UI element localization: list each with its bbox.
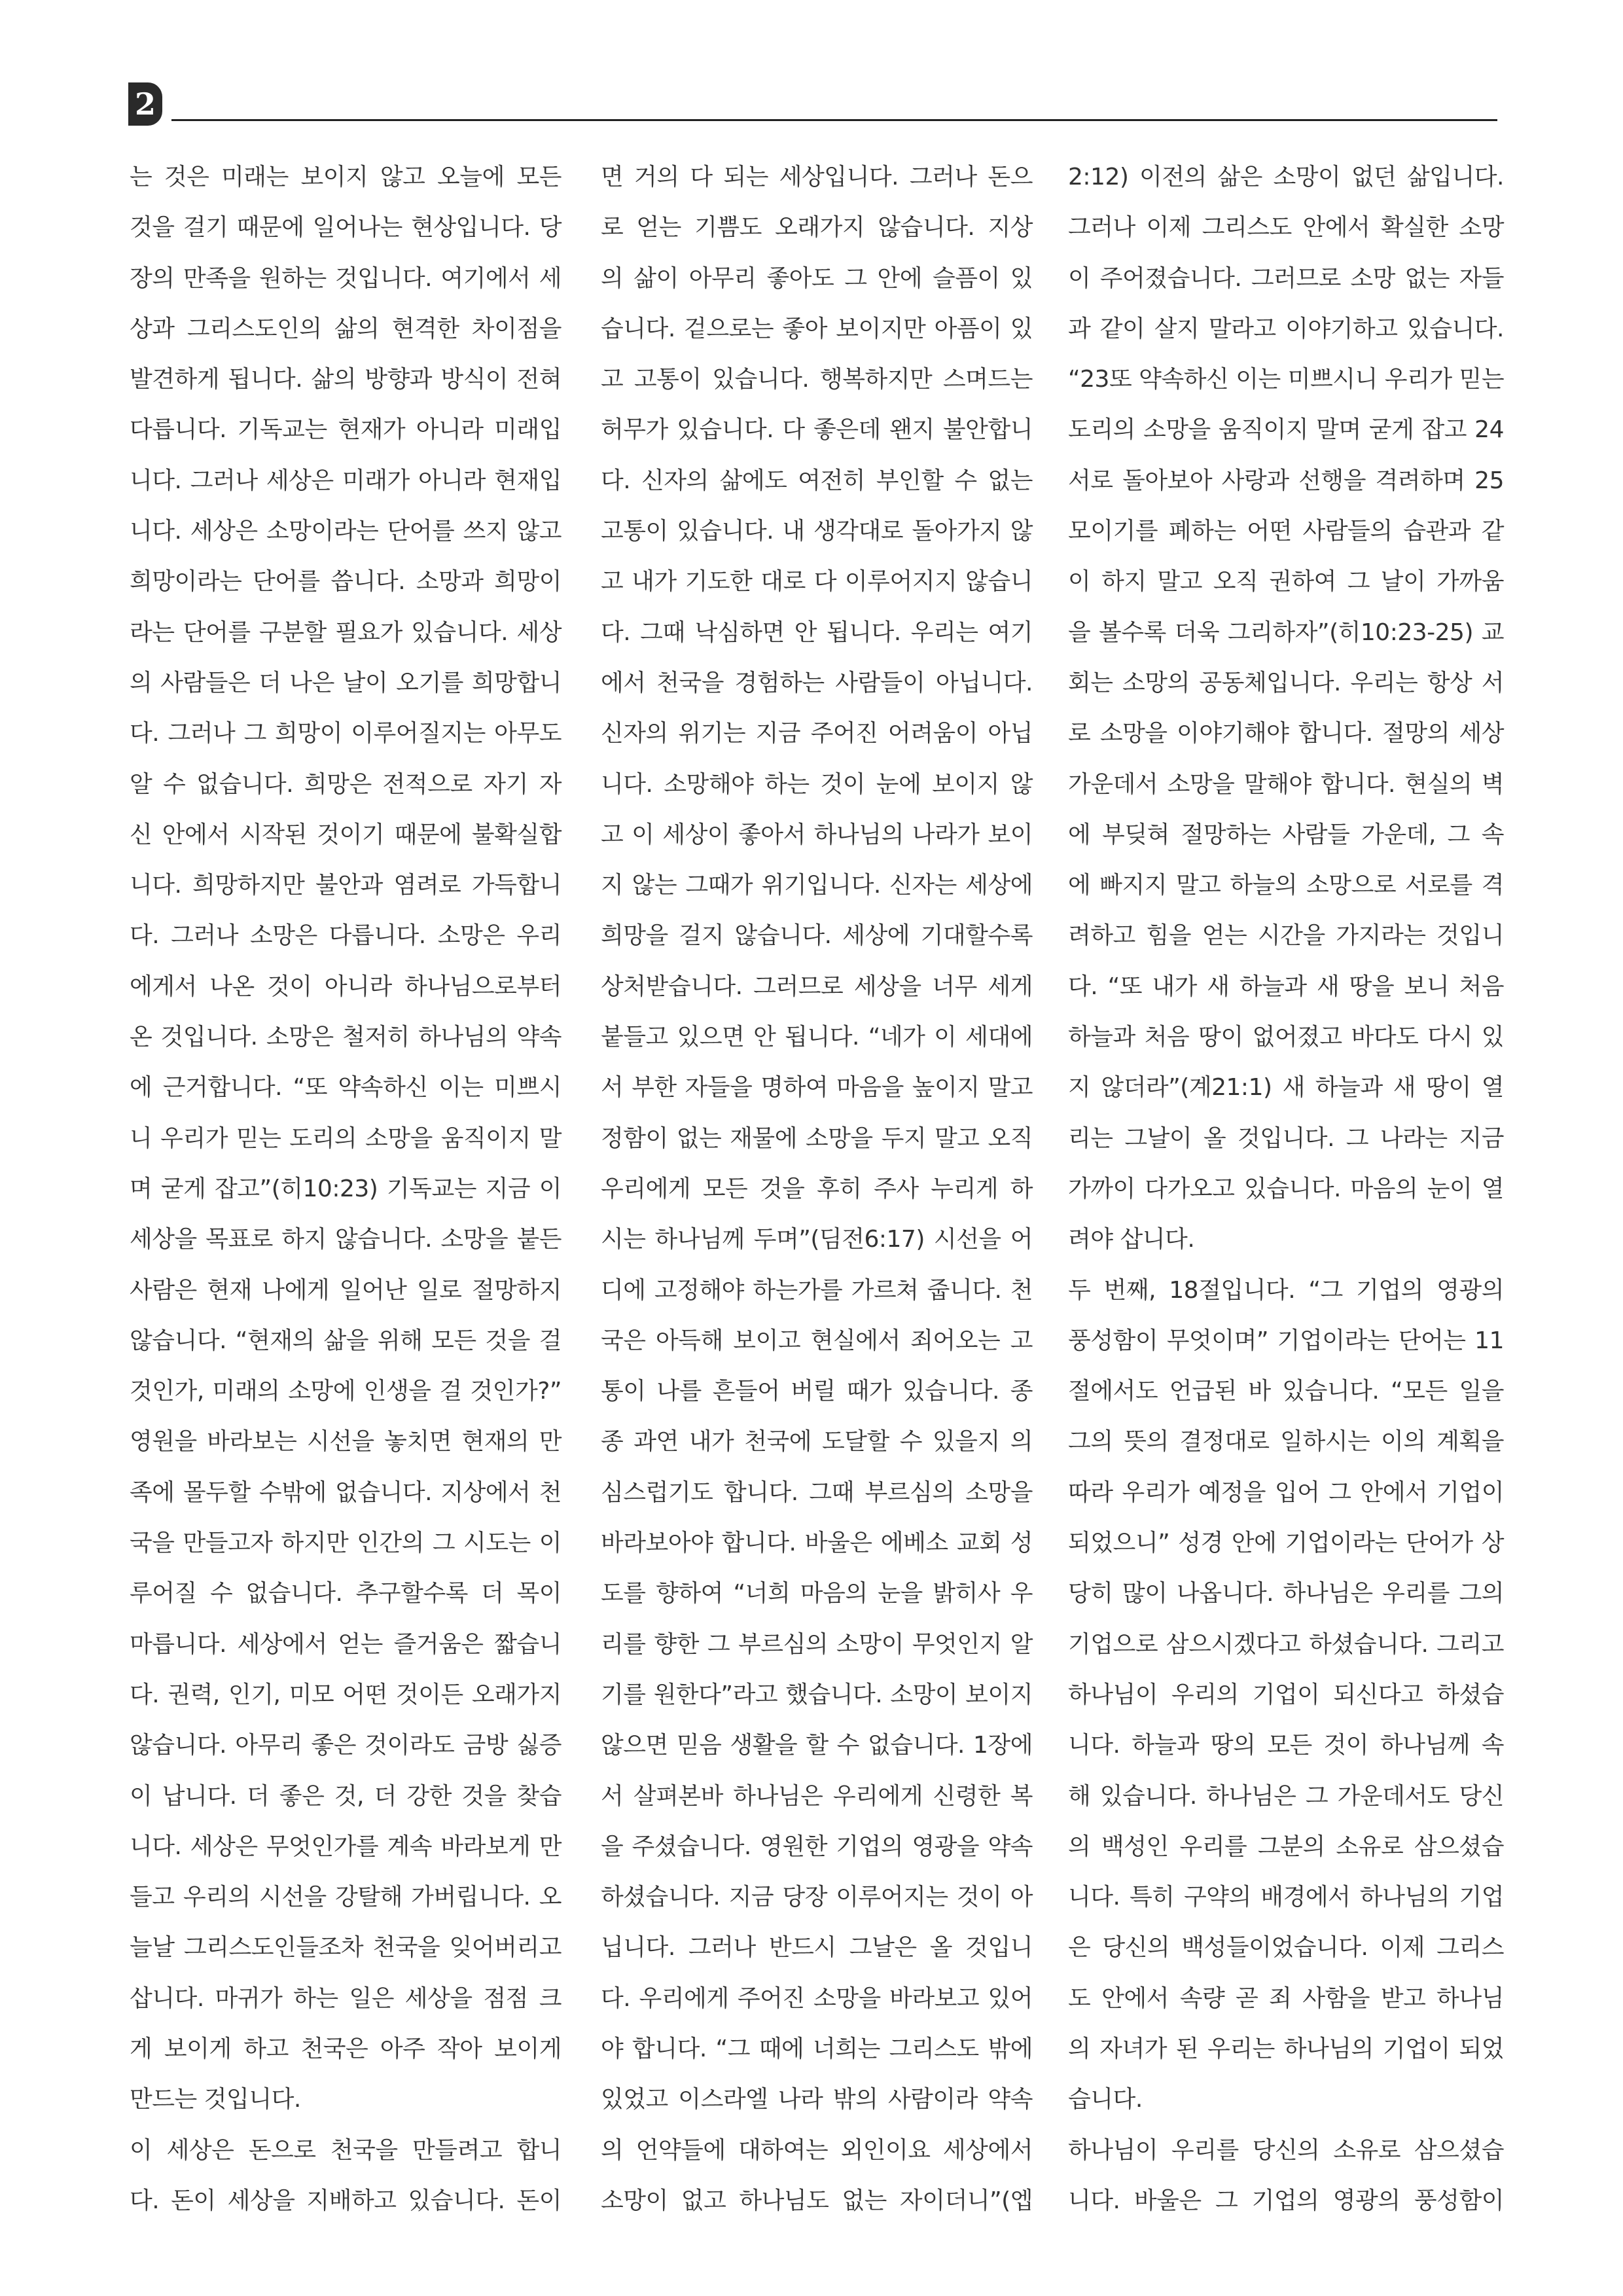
text-line: 지 않는 그때가 위기입니다. 신자는 세상에 (601, 872, 1033, 899)
text-line: 모이기를 폐하는 어떤 사람들의 습관과 같 (1068, 518, 1504, 545)
text-line: 에서 천국을 경험하는 사람들이 아닙니다. (601, 669, 1033, 696)
text-line: 다릅니다. 기독교는 현재가 아니라 미래입 (130, 416, 562, 444)
text-line: 라는 단어를 구분할 필요가 있습니다. 세상 (130, 619, 562, 646)
text-line: 의 언약들에 대하여는 외인이요 세상에서 (601, 2136, 1033, 2164)
text-line: 허무가 있습니다. 다 좋은데 왠지 불안합니 (601, 416, 1033, 444)
text-column-1 (130, 152, 562, 2214)
text-line: 은 당신의 백성들이었습니다. 이제 그리스 (1068, 1934, 1504, 1962)
text-line: 늘날 그리스도인들조차 천국을 잊어버리고 (130, 1934, 562, 1962)
text-line: 않으면 믿음 생활을 할 수 없습니다. 1장에 (601, 1732, 1033, 1759)
text-line: 족에 몰두할 수밖에 없습니다. 지상에서 천 (130, 1479, 562, 1506)
text-line: 세상을 목표로 하지 않습니다. 소망을 붙든 (130, 1226, 562, 1253)
text-line: 가까이 다가오고 있습니다. 마음의 눈이 열 (1068, 1175, 1504, 1202)
text-line: 하나님이 우리의 기업이 되신다고 하셨습 (1068, 1681, 1504, 1708)
text-line: 려하고 힘을 얻는 시간을 가지라는 것입니 (1068, 922, 1504, 950)
text-line: 붙들고 있으면 안 됩니다. “네가 이 세대에 (601, 1024, 1033, 1051)
text-line: 리를 향한 그 부르심의 소망이 무엇인지 알 (601, 1630, 1033, 1658)
text-line: 의 백성인 우리를 그분의 소유로 삼으셨습 (1068, 1833, 1504, 1860)
text-line: 다. 그러나 소망은 다릅니다. 소망은 우리 (130, 922, 562, 950)
text-line: 에게서 나온 것이 아니라 하나님으로부터 (130, 973, 562, 1000)
text-line: 소망이 없고 하나님도 없는 자이더니”(엡 (601, 2187, 1033, 2214)
text-line: 하나님이 우리를 당신의 소유로 삼으셨습 (1068, 2136, 1504, 2164)
text-line: 의 삶이 아무리 좋아도 그 안에 슬픔이 있 (601, 264, 1033, 292)
text-line: 만드는 것입니다. (130, 2086, 301, 2113)
text-line: 하늘과 처음 땅이 없어졌고 바다도 다시 있 (1068, 1024, 1504, 1051)
text-line: 니다. 세상은 소망이라는 단어를 쓰지 않고 (130, 518, 562, 545)
text-line: 해 있습니다. 하나님은 그 가운데서도 당신 (1068, 1782, 1504, 1810)
text-line: 니다. 세상은 무엇인가를 계속 바라보게 만 (130, 1833, 562, 1860)
text-line: 니다. 그러나 세상은 미래가 아니라 현재입 (130, 467, 562, 494)
text-line: 니다. 특히 구약의 배경에서 하나님의 기업 (1068, 1884, 1504, 1911)
text-line: 시는 하나님께 두며”(딤전6:17) 시선을 어 (601, 1226, 1033, 1253)
text-line: 다. 그러나 그 희망이 이루어질지는 아무도 (130, 720, 562, 747)
text-line: 다. 우리에게 주어진 소망을 바라보고 있어 (601, 1984, 1033, 2012)
text-line: 의 사람들은 더 나은 날이 오기를 희망합니 (130, 669, 562, 696)
text-line: 않습니다. 아무리 좋은 것이라도 금방 싫증 (130, 1732, 562, 1759)
text-line: 발견하게 됩니다. 삶의 방향과 방식이 전혀 (130, 366, 562, 393)
text-line: 삽니다. 마귀가 하는 일은 세상을 점점 크 (130, 1984, 562, 2012)
text-line: 의 자녀가 된 우리는 하나님의 기업이 되었 (1068, 2035, 1504, 2062)
text-line: 들고 우리의 시선을 강탈해 가버립니다. 오 (130, 1884, 562, 1911)
text-line: 지 않더라”(계21:1) 새 하늘과 새 땅이 열 (1068, 1074, 1504, 1102)
text-line: 사람은 현재 나에게 일어난 일로 절망하지 (130, 1276, 562, 1304)
text-line: 알 수 없습니다. 희망은 전적으로 자기 자 (130, 770, 562, 798)
text-line: 을 주셨습니다. 영원한 기업의 영광을 약속 (601, 1833, 1033, 1860)
text-line: 로 얻는 기쁨도 오래가지 않습니다. 지상 (601, 214, 1033, 242)
text-line: 되었으니” 성경 안에 기업이라는 단어가 상 (1068, 1530, 1504, 1557)
text-line: 에 부딪혀 절망하는 사람들 가운데, 그 속 (1068, 821, 1504, 848)
text-line: 영원을 바라보는 시선을 놓치면 현재의 만 (130, 1428, 562, 1456)
text-line: 국은 아득해 보이고 현실에서 죄어오는 고 (601, 1327, 1033, 1354)
text-line: 루어질 수 없습니다. 추구할수록 더 목이 (130, 1580, 562, 1607)
text-line: 회는 소망의 공동체입니다. 우리는 항상 서 (1068, 669, 1504, 696)
text-line: 니다. 하늘과 땅의 모든 것이 하나님께 속 (1068, 1732, 1504, 1759)
text-line: 신 안에서 시작된 것이기 때문에 불확실합 (130, 821, 562, 848)
text-column-2 (601, 152, 1033, 2214)
text-line: 면 거의 다 되는 세상입니다. 그러나 돈으 (601, 164, 1033, 190)
text-line: 야 합니다. “그 때에 너희는 그리스도 밖에 (601, 2035, 1033, 2062)
text-line: 습니다. 겉으로는 좋아 보이지만 아픔이 있 (601, 315, 1033, 342)
text-line: 서 살펴본바 하나님은 우리에게 신령한 복 (601, 1782, 1033, 1810)
text-line: 디에 고정해야 하는가를 가르쳐 줍니다. 천 (601, 1276, 1033, 1304)
text-line: 희망이라는 단어를 씁니다. 소망과 희망이 (130, 568, 562, 596)
text-line: 고 내가 기도한 대로 다 이루어지지 않습니 (601, 568, 1033, 596)
header-rule (171, 119, 1497, 121)
text-line: 니 우리가 믿는 도리의 소망을 움직이지 말 (130, 1124, 562, 1152)
text-line: 풍성함이 무엇이며” 기업이라는 단어는 11 (1068, 1327, 1504, 1354)
text-line: 것을 걸기 때문에 일어나는 현상입니다. 당 (130, 214, 562, 242)
text-line: 상처받습니다. 그러므로 세상을 너무 세게 (601, 973, 1033, 1000)
text-line: 서 부한 자들을 명하여 마음을 높이지 말고 (601, 1074, 1033, 1102)
text-line: 2:12) 이전의 삶은 소망이 없던 삶입니다. (1068, 164, 1504, 190)
text-line: 니다. 소망해야 하는 것이 눈에 보이지 않 (601, 770, 1033, 798)
text-line: 다. 신자의 삶에도 여전히 부인할 수 없는 (601, 467, 1033, 494)
text-line: 장의 만족을 원하는 것입니다. 여기에서 세 (130, 264, 562, 292)
text-line: 가운데서 소망을 말해야 합니다. 현실의 벽 (1068, 770, 1504, 798)
text-line: 당히 많이 나옵니다. 하나님은 우리를 그의 (1068, 1580, 1504, 1607)
text-line: 을 볼수록 더욱 그리하자”(히10:23-25) 교 (1068, 619, 1504, 646)
text-line: 희망을 걸지 않습니다. 세상에 기대할수록 (601, 922, 1033, 950)
text-line: 리는 그날이 올 것입니다. 그 나라는 지금 (1068, 1124, 1504, 1152)
text-line: 과 같이 살지 말라고 이야기하고 있습니다. (1068, 315, 1504, 342)
text-line: 그러나 이제 그리스도 안에서 확실한 소망 (1068, 214, 1504, 242)
text-line: 기업으로 삼으시겠다고 하셨습니다. 그리고 (1068, 1630, 1504, 1658)
text-line: 온 것입니다. 소망은 철저히 하나님의 약속 (130, 1024, 562, 1051)
text-line: 이 하지 말고 오직 권하여 그 날이 가까움 (1068, 568, 1504, 596)
text-line: 려야 삽니다. (1068, 1226, 1195, 1253)
text-line: 그의 뜻의 결정대로 일하시는 이의 계획을 (1068, 1428, 1504, 1456)
text-line: 다. 그때 낙심하면 안 됩니다. 우리는 여기 (601, 619, 1033, 646)
text-line: 에 빠지지 말고 하늘의 소망으로 서로를 격 (1068, 872, 1504, 899)
text-line: 종 과연 내가 천국에 도달할 수 있을지 의 (601, 1428, 1033, 1456)
text-line: 하셨습니다. 지금 당장 이루어지는 것이 아 (601, 1884, 1033, 1911)
text-line: 로 소망을 이야기해야 합니다. 절망의 세상 (1068, 720, 1504, 747)
text-line: 우리에게 모든 것을 후히 주사 누리게 하 (601, 1175, 1033, 1202)
text-line: 도리의 소망을 움직이지 말며 굳게 잡고 24 (1068, 416, 1504, 444)
text-line: 있었고 이스라엘 나라 밖의 사람이라 약속 (601, 2086, 1033, 2113)
page-number: 2 (128, 82, 162, 126)
text-line: “23또 약속하신 이는 미쁘시니 우리가 믿는 (1068, 366, 1505, 393)
text-line: 도 안에서 속량 곧 죄 사함을 받고 하나님 (1068, 1984, 1504, 2012)
text-line: 마릅니다. 세상에서 얻는 즐거움은 짧습니 (130, 1630, 562, 1658)
text-line: 다. “또 내가 새 하늘과 새 땅을 보니 처음 (1068, 973, 1504, 1000)
text-line: 따라 우리가 예정을 입어 그 안에서 기업이 (1068, 1479, 1504, 1506)
text-line: 정함이 없는 재물에 소망을 두지 말고 오직 (601, 1124, 1033, 1152)
text-line: 는 것은 미래는 보이지 않고 오늘에 모든 (130, 164, 562, 190)
text-line: 국을 만들고자 하지만 인간의 그 시도는 이 (130, 1530, 562, 1557)
text-line: 습니다. (1068, 2086, 1143, 2113)
text-line: 신자의 위기는 지금 주어진 어려움이 아닙 (601, 720, 1033, 747)
text-line: 니다. 희망하지만 불안과 염려로 가득합니 (130, 872, 562, 899)
text-line: 이 세상은 돈으로 천국을 만들려고 합니 (130, 2136, 562, 2164)
text-line: 상과 그리스도인의 삶의 현격한 차이점을 (130, 315, 562, 342)
text-line: 것인가, 미래의 소망에 인생을 걸 것인가?” (130, 1378, 562, 1405)
text-line: 고 고통이 있습니다. 행복하지만 스며드는 (601, 366, 1033, 393)
text-line: 고통이 있습니다. 내 생각대로 돌아가지 않 (601, 518, 1033, 545)
text-line: 절에서도 언급된 바 있습니다. “모든 일을 (1068, 1378, 1504, 1405)
text-line: 고 이 세상이 좋아서 하나님의 나라가 보이 (601, 821, 1033, 848)
text-line: 이 납니다. 더 좋은 것, 더 강한 것을 찾습 (130, 1782, 562, 1810)
text-line: 바라보아야 합니다. 바울은 에베소 교회 성 (601, 1530, 1033, 1557)
text-line: 심스럽기도 합니다. 그때 부르심의 소망을 (601, 1479, 1033, 1506)
text-column-3 (1068, 152, 1505, 2214)
text-line: 에 근거합니다. “또 약속하신 이는 미쁘시 (130, 1074, 562, 1102)
text-line: 다. 돈이 세상을 지배하고 있습니다. 돈이 (130, 2187, 562, 2214)
text-line: 며 굳게 잡고”(히10:23) 기독교는 지금 이 (130, 1175, 562, 1202)
text-line: 기를 원한다”라고 했습니다. 소망이 보이지 (601, 1681, 1033, 1708)
text-line: 두 번째, 18절입니다. “그 기업의 영광의 (1068, 1276, 1504, 1304)
text-line: 니다. 바울은 그 기업의 영광의 풍성함이 (1068, 2187, 1504, 2214)
text-line: 다. 권력, 인기, 미모 어떤 것이든 오래가지 (130, 1681, 562, 1708)
text-line: 통이 나를 흔들어 버릴 때가 있습니다. 종 (601, 1378, 1033, 1405)
text-line: 서로 돌아보아 사랑과 선행을 격려하며 25 (1068, 467, 1504, 494)
text-line: 이 주어졌습니다. 그러므로 소망 없는 자들 (1068, 264, 1504, 292)
text-line: 않습니다. “현재의 삶을 위해 모든 것을 걸 (130, 1327, 562, 1354)
text-line: 닙니다. 그러나 반드시 그날은 올 것입니 (601, 1934, 1033, 1962)
text-line: 게 보이게 하고 천국은 아주 작아 보이게 (130, 2035, 562, 2062)
text-line: 도를 향하여 “너희 마음의 눈을 밝히사 우 (601, 1580, 1033, 1607)
